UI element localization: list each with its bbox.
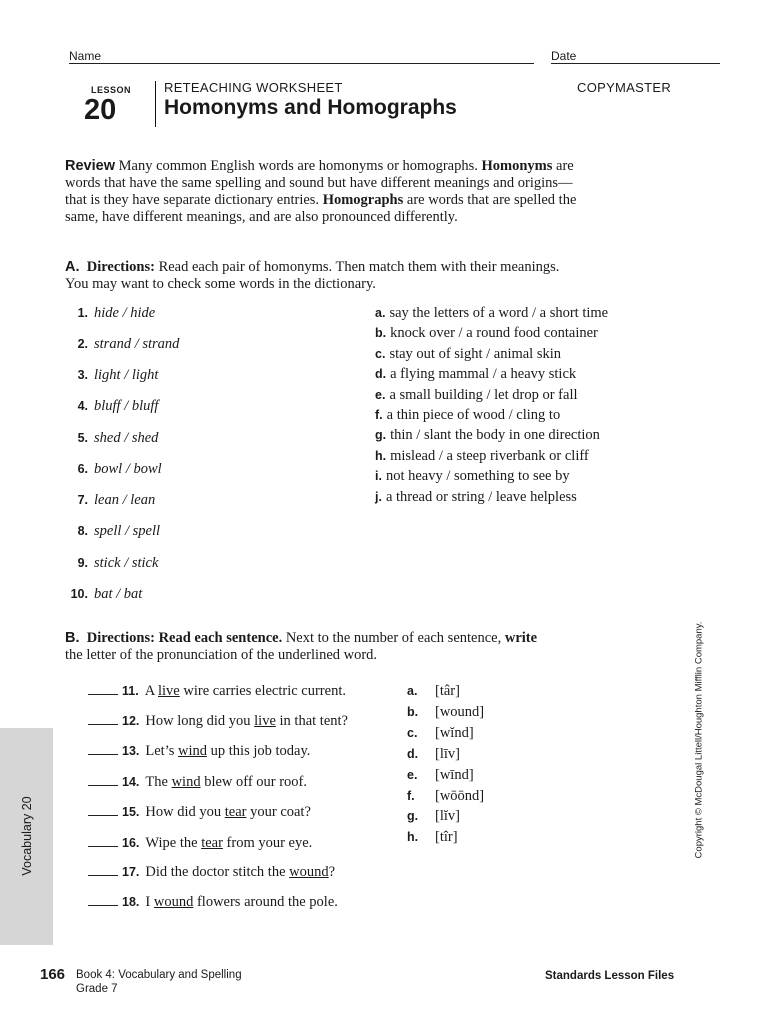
meaning-text: say the letters of a word / a short time	[389, 305, 609, 321]
homonym-pair: bowl / bowl	[94, 461, 162, 477]
section-b-directions-text-2: the letter of the pronunciation of the underlined word.	[65, 647, 378, 663]
name-line[interactable]	[69, 63, 534, 64]
underlined-word: live	[254, 713, 276, 729]
meaning-item	[375, 468, 570, 485]
review-text-2: are words that have the same spelling and sound but have different meanings and origins—that is they have separate dictionary entries.	[65, 158, 574, 208]
pronunciation-letter: a.	[407, 684, 418, 698]
meaning-text: mislead / a steep riverbank or cliff	[390, 447, 589, 464]
homonym-pair: spell / spell	[94, 523, 161, 539]
underlined-word: wind	[178, 743, 208, 759]
homonym-item	[62, 555, 158, 572]
sentence-number: 18.	[122, 895, 140, 909]
section-b-directions-label: Directions: Read each sentence.	[86, 630, 283, 646]
pronunciation-text: [wound]	[435, 703, 485, 720]
underlined-word: live	[157, 683, 180, 699]
page-title: Homonyms and Homographs	[164, 96, 457, 119]
section-b-letter: B.	[65, 630, 80, 646]
meaning-letter: a.	[375, 306, 386, 320]
meaning-text: a thin piece of wood / cling to	[386, 407, 561, 423]
section-a-directions-text-2: You may want to check some words in the dictionary.	[65, 276, 376, 292]
section-b-directions	[65, 630, 625, 664]
section-a-directions	[65, 259, 625, 293]
sentence-item	[88, 864, 335, 881]
pronunciation-text: [târ]	[435, 683, 460, 699]
homonym-item	[62, 523, 160, 540]
answer-blank[interactable]	[88, 804, 118, 816]
sentence-number: 12.	[122, 714, 140, 728]
sentence-item	[88, 835, 312, 852]
sentence-item	[88, 713, 348, 730]
item-number: 5.	[77, 431, 88, 445]
meaning-text: stay out of sight / animal skin	[389, 345, 562, 362]
copyright-notice: Copyright © McDougal Littell/Houghton Mifflin Company.	[693, 621, 705, 859]
pronunciation-letter: d.	[407, 746, 419, 761]
sentence-item	[88, 894, 338, 911]
item-number: 1.	[77, 306, 88, 320]
pronunciation-text: [līv]	[435, 745, 460, 762]
meaning-letter: h.	[375, 448, 387, 463]
sentence-number: 14.	[122, 775, 140, 789]
homonym-item	[62, 586, 142, 603]
meaning-item	[375, 387, 578, 404]
homonym-pair: stick / stick	[94, 555, 159, 571]
sentence-text-after: flowers around the pole.	[193, 894, 338, 910]
pronunciation-letter: g.	[407, 809, 419, 824]
sentence-text-before: Did the doctor stitch the	[145, 864, 290, 880]
homonym-item	[62, 398, 158, 415]
item-number: 7.	[77, 493, 88, 507]
pronunciation-text: [wōōnd]	[435, 787, 485, 804]
copymaster-label: COPYMASTER	[577, 80, 672, 95]
sentence-number: 13.	[122, 744, 140, 758]
pronunciation-text: [lĭv]	[435, 808, 460, 825]
sentence-number: 17.	[122, 865, 140, 879]
pronunciation-letter: f.	[407, 788, 415, 803]
term-homonyms: Homonyms	[481, 158, 553, 174]
pronunciation-text: [wĭnd]	[435, 724, 474, 741]
meaning-item	[375, 489, 577, 506]
header-divider	[155, 81, 156, 127]
lesson-number: 20	[84, 94, 117, 126]
item-number: 3.	[77, 368, 88, 382]
pronunciation-text: [wīnd]	[435, 766, 474, 783]
lesson-label: LESSON	[91, 85, 132, 95]
homonym-item	[62, 492, 155, 509]
pronunciation-letter: b.	[407, 704, 419, 719]
sentence-text-after: your coat?	[246, 804, 311, 820]
meaning-item	[375, 407, 560, 424]
pronunciation-item	[407, 829, 458, 846]
pronunciation-letter: c.	[407, 725, 418, 740]
side-tab-label: Vocabulary 20	[20, 796, 34, 876]
date-label: Date	[551, 49, 577, 63]
homonym-item	[62, 367, 158, 384]
sentence-item	[88, 683, 346, 700]
homonym-pair: bat / bat	[94, 586, 143, 602]
sentence-text-after: blew off our roof.	[200, 774, 308, 790]
grade-label: Grade 7	[76, 983, 118, 995]
answer-blank[interactable]	[88, 743, 118, 755]
homonym-item	[62, 336, 179, 353]
pronunciation-item	[407, 683, 460, 700]
homonym-pair: shed / shed	[94, 430, 159, 446]
meaning-text: knock over / a round food container	[390, 325, 598, 342]
sentence-text-before: I	[145, 894, 154, 910]
meaning-letter: d.	[375, 367, 387, 382]
sentence-text-before: A	[144, 683, 158, 699]
sentence-text-after: from your eye.	[222, 835, 313, 851]
sentence-item	[88, 774, 307, 791]
underlined-word: tear	[224, 804, 247, 820]
item-number: 6.	[77, 462, 88, 476]
meaning-letter: b.	[375, 326, 387, 341]
meaning-text: a thread or string / leave helpless	[385, 488, 577, 505]
homonym-pair: lean / lean	[94, 492, 156, 508]
section-b-directions-text: Next to the number of each sentence,	[282, 630, 505, 646]
sentence-text-before: Let’s	[145, 743, 179, 759]
sentence-text-before: How did you	[145, 804, 225, 820]
section-a-letter: A.	[65, 259, 80, 275]
answer-blank[interactable]	[88, 864, 118, 876]
underlined-word: wound	[153, 894, 194, 910]
meaning-text: a small building / let drop or fall	[389, 386, 578, 403]
item-number: 4.	[77, 399, 88, 413]
section-b-write-word: write	[504, 630, 538, 646]
page-number: 166	[40, 966, 66, 983]
sentence-text-after: in that tent?	[275, 713, 348, 729]
review-paragraph	[65, 158, 585, 226]
footer-right-label: Standards Lesson Files	[545, 970, 675, 982]
meaning-item	[375, 305, 608, 322]
pronunciation-text: [tîr]	[435, 829, 458, 846]
meaning-letter: i.	[375, 469, 382, 484]
meaning-item	[375, 448, 589, 465]
homonym-item	[62, 305, 155, 322]
sentence-number: 16.	[122, 836, 140, 850]
sentence-text-after: ?	[328, 864, 336, 880]
pronunciation-item	[407, 704, 484, 721]
section-a-directions-text: Read each pair of homonyms. Then match them with their meanings.	[154, 259, 560, 275]
meaning-text: not heavy / something to see by	[385, 468, 570, 485]
pronunciation-item	[407, 788, 484, 805]
sentence-text-after: wire carries electric current.	[179, 683, 346, 699]
pronunciation-item	[407, 808, 460, 825]
pronunciation-item	[407, 767, 474, 784]
sentence-number: 11.	[122, 684, 139, 698]
name-label: Name	[69, 49, 102, 63]
meaning-item	[375, 346, 561, 363]
answer-blank[interactable]	[88, 713, 118, 725]
meaning-letter: c.	[375, 346, 386, 361]
pronunciation-item	[407, 746, 460, 763]
pronunciation-item	[407, 725, 474, 742]
meaning-item	[375, 366, 576, 383]
meaning-letter: e.	[375, 387, 386, 402]
item-number: 9.	[77, 556, 88, 570]
sentence-text-before: Wipe the	[145, 835, 202, 851]
sentence-item	[88, 743, 310, 760]
homonym-item	[62, 430, 158, 447]
sentence-text-before: How long did you	[145, 713, 255, 729]
review-label: Review	[65, 158, 115, 174]
pronunciation-letter: h.	[407, 830, 419, 845]
meaning-item	[375, 325, 598, 342]
underlined-word: wind	[171, 774, 201, 790]
sentence-text-after: up this job today.	[207, 743, 311, 759]
section-a-directions-label: Directions:	[86, 259, 155, 275]
item-number: 10.	[70, 587, 88, 601]
sentence-item	[88, 804, 311, 821]
review-text-3: are words that are spelled the same, have different meanings, and are also pronounced differently.	[65, 192, 577, 225]
homonym-item	[62, 461, 162, 478]
homonym-pair: bluff / bluff	[94, 398, 159, 414]
meaning-letter: f.	[375, 408, 383, 422]
sentence-number: 15.	[122, 805, 140, 819]
answer-blank[interactable]	[88, 774, 118, 786]
answer-blank[interactable]	[88, 894, 118, 906]
review-text-1: Many common English words are homonyms or homographs.	[114, 158, 482, 174]
meaning-item	[375, 427, 600, 444]
answer-blank[interactable]	[88, 683, 118, 695]
meaning-letter: g.	[375, 428, 387, 443]
book-title: Book 4: Vocabulary and Spelling	[76, 969, 242, 981]
answer-blank[interactable]	[88, 835, 118, 847]
worksheet-type: RETEACHING WORKSHEET	[164, 80, 343, 95]
underlined-word: wound	[289, 864, 329, 880]
book-info	[76, 968, 242, 996]
term-homographs: Homographs	[322, 192, 404, 208]
homonym-pair: hide / hide	[94, 305, 156, 321]
item-number: 2.	[77, 337, 88, 351]
sentence-text-before: The	[145, 774, 172, 790]
date-line[interactable]	[551, 63, 720, 64]
item-number: 8.	[77, 524, 88, 538]
meaning-text: a flying mammal / a heavy stick	[390, 366, 577, 383]
meaning-letter: j.	[375, 489, 382, 504]
underlined-word: tear	[201, 835, 223, 851]
meaning-text: thin / slant the body in one direction	[390, 427, 600, 444]
homonym-pair: strand / strand	[94, 336, 180, 352]
homonym-pair: light / light	[94, 367, 159, 383]
pronunciation-letter: e.	[407, 767, 418, 782]
